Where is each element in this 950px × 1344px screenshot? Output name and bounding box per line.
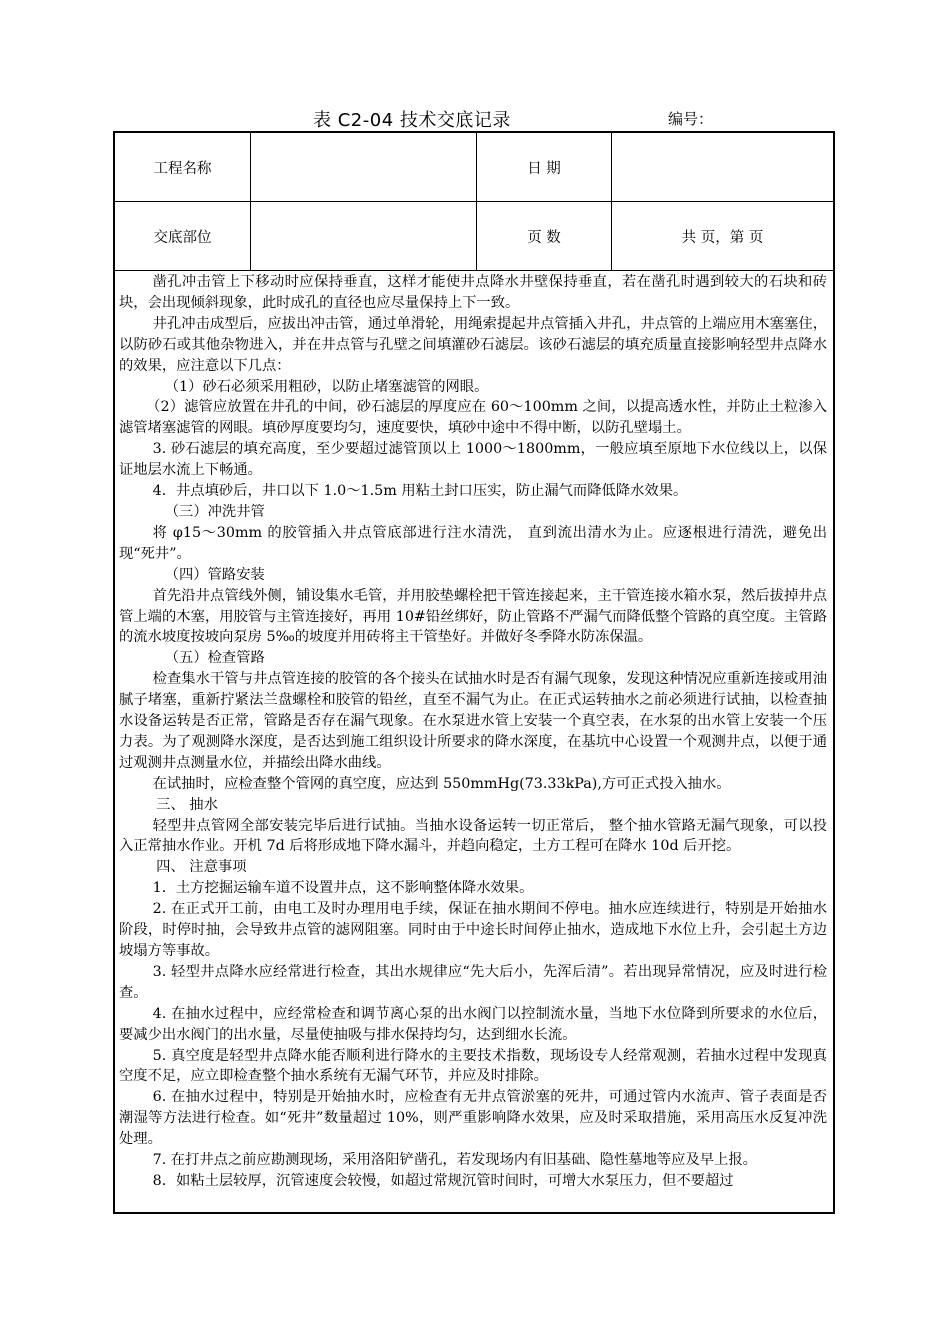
paragraph: （2）滤管应放置在井孔的中间，砂石滤层的厚度应在 60～100mm 之间，以提高透水性，并防止土粒渗入滤管堵塞滤管的网眼。填砂厚度要均匀，速度要快，填砂中途中不得中断，以防孔壁塌土。 (119, 399, 827, 437)
pages-label: 页 数 (527, 229, 561, 246)
paragraph: 检查集水干管与井点管连接的胶管的各个接头在试抽水时是否有漏气现象，发现这种情况应重新连接或用油腻子堵塞，重新拧紧法兰盘螺栓和胶管的铅丝，直至不漏气为止。在正式运转抽水之前必须进行试抽，以检查抽水设备运转是否正常，管路是否存在漏气现象。在水泵进水管上安装一个真空表，在水泵的出水管上安装一个压力表。为了观测降水深度，是否达到施工组织设计所要求的降水深度，在基坑中心设置一个观测井点，以便于通过观测井点测量水位，并描绘出降水曲线。 (119, 671, 827, 771)
section-heading: （五）检查管路 (164, 650, 265, 667)
date-field[interactable] (612, 133, 833, 201)
section-heading: （三）冲洗井管 (164, 503, 265, 520)
serial-number-label: 编号： (668, 110, 714, 128)
paragraph: 3. 砂石滤层的填充高度，至少要超过滤管顶以上 1000～1800mm，一般应填至原地下水位线以上，以保证地层水流上下畅通。 (119, 441, 827, 479)
section-heading: 四、 注意事项 (156, 859, 247, 876)
form-title: 表 C2-04 技术交底记录 (313, 110, 511, 131)
section-heading: （四）管路安装 (164, 566, 265, 583)
paragraph: 4．井点填砂后，井口以下 1.0～1.5m 用粘土封口压实，防止漏气而降低降水效果。 (152, 483, 688, 500)
list-item: 7. 在打井点之前应勘测现场，采用洛阳铲凿孔，若发现场内有旧基础、隐性墓地等应及早上报。 (152, 1152, 757, 1169)
list-item: 8．如粘土层较厚，沉管速度会较慢，如超过常规沉管时间时，可增大水泵压力，但不要超过 (152, 1172, 734, 1189)
part-field[interactable] (251, 202, 476, 270)
list-item: 5. 真空度是轻型井点降水能否顺利进行降水的主要技术指数，现场设专人经常观测，若抽水过程中发现真空度不足，应立即检查整个抽水系统有无漏气环节，并应及时排除。 (119, 1047, 827, 1085)
paragraph: 轻型井点管网全部安装完毕后进行试抽。当抽水设备运转一切正常后， 整个抽水管路无漏气现象，可以投入正常抽水作业。开机 7d 后将形成地下降水漏斗，并趋向稳定，土方工程可在降水 10d 后开挖。 (119, 817, 827, 855)
section-heading: 三、 抽水 (156, 796, 218, 813)
paragraph: 井孔冲击成型后，应拔出冲击管，通过单滑轮，用绳索提起井点管插入井孔，井点管的上端应用木塞塞住，以防砂石或其他杂物进入，并在井点管与孔壁之间填灌砂石滤层。该砂石滤层的填充质量直接影响轻型井点降水的效果，应注意以下几点： (119, 315, 827, 374)
list-item: 1．土方挖掘运输车道不设置井点，这不影响整体降水效果。 (152, 880, 534, 897)
row-divider (115, 270, 833, 271)
project-name-label: 工程名称 (153, 160, 212, 177)
header (113, 104, 837, 132)
date-label: 日 期 (527, 160, 561, 177)
project-name-field[interactable] (251, 133, 476, 201)
paragraph: 凿孔冲击管上下移动时应保持垂直，这样才能使井点降水井壁保持垂直，若在凿孔时遇到较大的石块和砖块，会出现倾斜现象，此时成孔的直径也应尽量保持上下一致。 (119, 274, 827, 311)
part-label: 交底部位 (153, 229, 212, 246)
paragraph: 在试抽时，应检查整个管网的真空度，应达到 550mmHg(73.33kPa),方可正式投入抽水。 (152, 775, 731, 792)
paragraph: 首先沿井点管线外侧，铺设集水毛管，并用胶垫螺栓把干管连接起来，主干管连接水箱水泵，然后拔掉井点管上端的木塞，用胶管与主管连接好，再用 10#铅丝绑好，防止管路不严漏气而降低整个管路的真空度。主管路的流水坡度按坡向泵房 5‰的坡度并用砖将主干管垫好。并做好冬季降水防冻保温。 (119, 587, 827, 646)
list-item: 2. 在正式开工前，由电工及时办理用电手续，保证在抽水期间不停电。抽水应连续进行，特别是开始抽水阶段，时停时抽，会导致井点管的滤网阻塞。同时由于中途长时间停止抽水，造成地下水位上升，会引起土方边坡塌方等事故。 (119, 901, 827, 959)
pages-value: 共 页，第 页 (681, 229, 764, 246)
disclosure-content (119, 272, 827, 1212)
paragraph: （1）砂石必须采用粗砂，以防止堵塞滤管的网眼。 (164, 378, 489, 395)
list-item: 4. 在抽水过程中，应经常检查和调节离心泵的出水阀门以控制流水量，当地下水位降到所要求的水位后，要减少出水阀门的出水量，尽量使抽吸与排水保持均匀，达到细水长流。 (119, 1005, 827, 1043)
paragraph: 将 φ15～30mm 的胶管插入井点管底部进行注水清洗， 直到流出清水为止。应逐根进行清洗，避免出现“死井”。 (119, 524, 827, 562)
list-item: 6. 在抽水过程中，特别是开始抽水时，应检查有无井点管淤塞的死井，可通过管内水流声、管子表面是否潮湿等方法进行检查。如“死井”数量超过 10%，则严重影响降水效果，应及时采取措施，采用高压水反复冲洗处理。 (119, 1089, 827, 1148)
list-item: 3. 轻型井点降水应经常进行检查，其出水规律应“先大后小，先浑后清”。若出现异常情况，应及时进行检查。 (119, 963, 827, 1001)
record-table (113, 131, 835, 1214)
